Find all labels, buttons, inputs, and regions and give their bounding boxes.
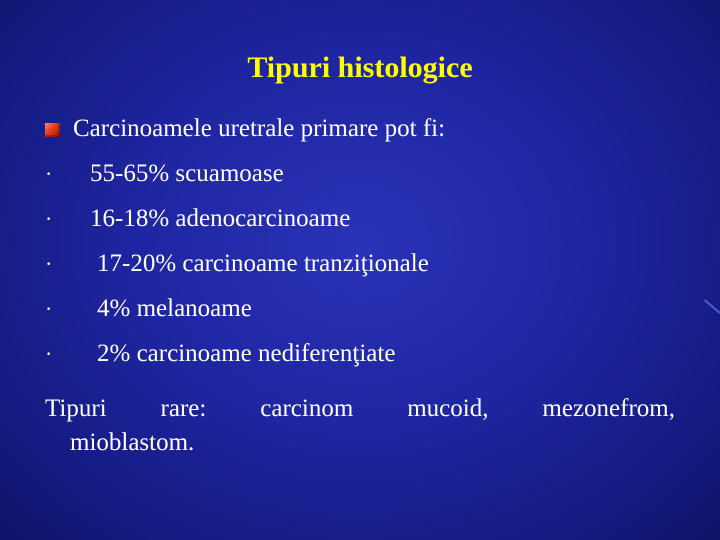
rare-types-paragraph — [45, 392, 675, 460]
dot-bullet-icon: · — [45, 161, 53, 186]
rare-word: mezonefrom, — [542, 395, 676, 422]
dot-bullet-icon: · — [45, 341, 53, 366]
rare-word: carcinom — [260, 395, 354, 422]
decorative-line — [704, 299, 720, 313]
intro-text: Carcinoamele uretrale primare pot fi: — [73, 115, 446, 142]
list-item-text: 17-20% carcinoame tranziţionale — [97, 250, 429, 277]
rare-types-line — [45, 392, 675, 426]
rare-word: mucoid, — [407, 395, 489, 422]
rare-types-continuation: mioblastom. — [70, 429, 195, 456]
dot-bullet-icon: · — [45, 251, 53, 276]
rare-word: rare: — [160, 395, 207, 422]
dot-bullet-icon: · — [45, 206, 53, 231]
slide-title: Tipuri histologice — [247, 51, 473, 84]
list-item-text: 55-65% scuamoase — [90, 160, 284, 187]
rare-word: Tipuri — [45, 395, 107, 422]
dot-bullet-icon: · — [45, 296, 53, 321]
list-item-text: 2% carcinoame nediferenţiate — [97, 340, 396, 367]
list-item-text: 16-18% adenocarcinoame — [90, 205, 351, 232]
square-bullet-icon — [45, 123, 60, 137]
list-item-text: 4% melanoame — [97, 295, 252, 322]
